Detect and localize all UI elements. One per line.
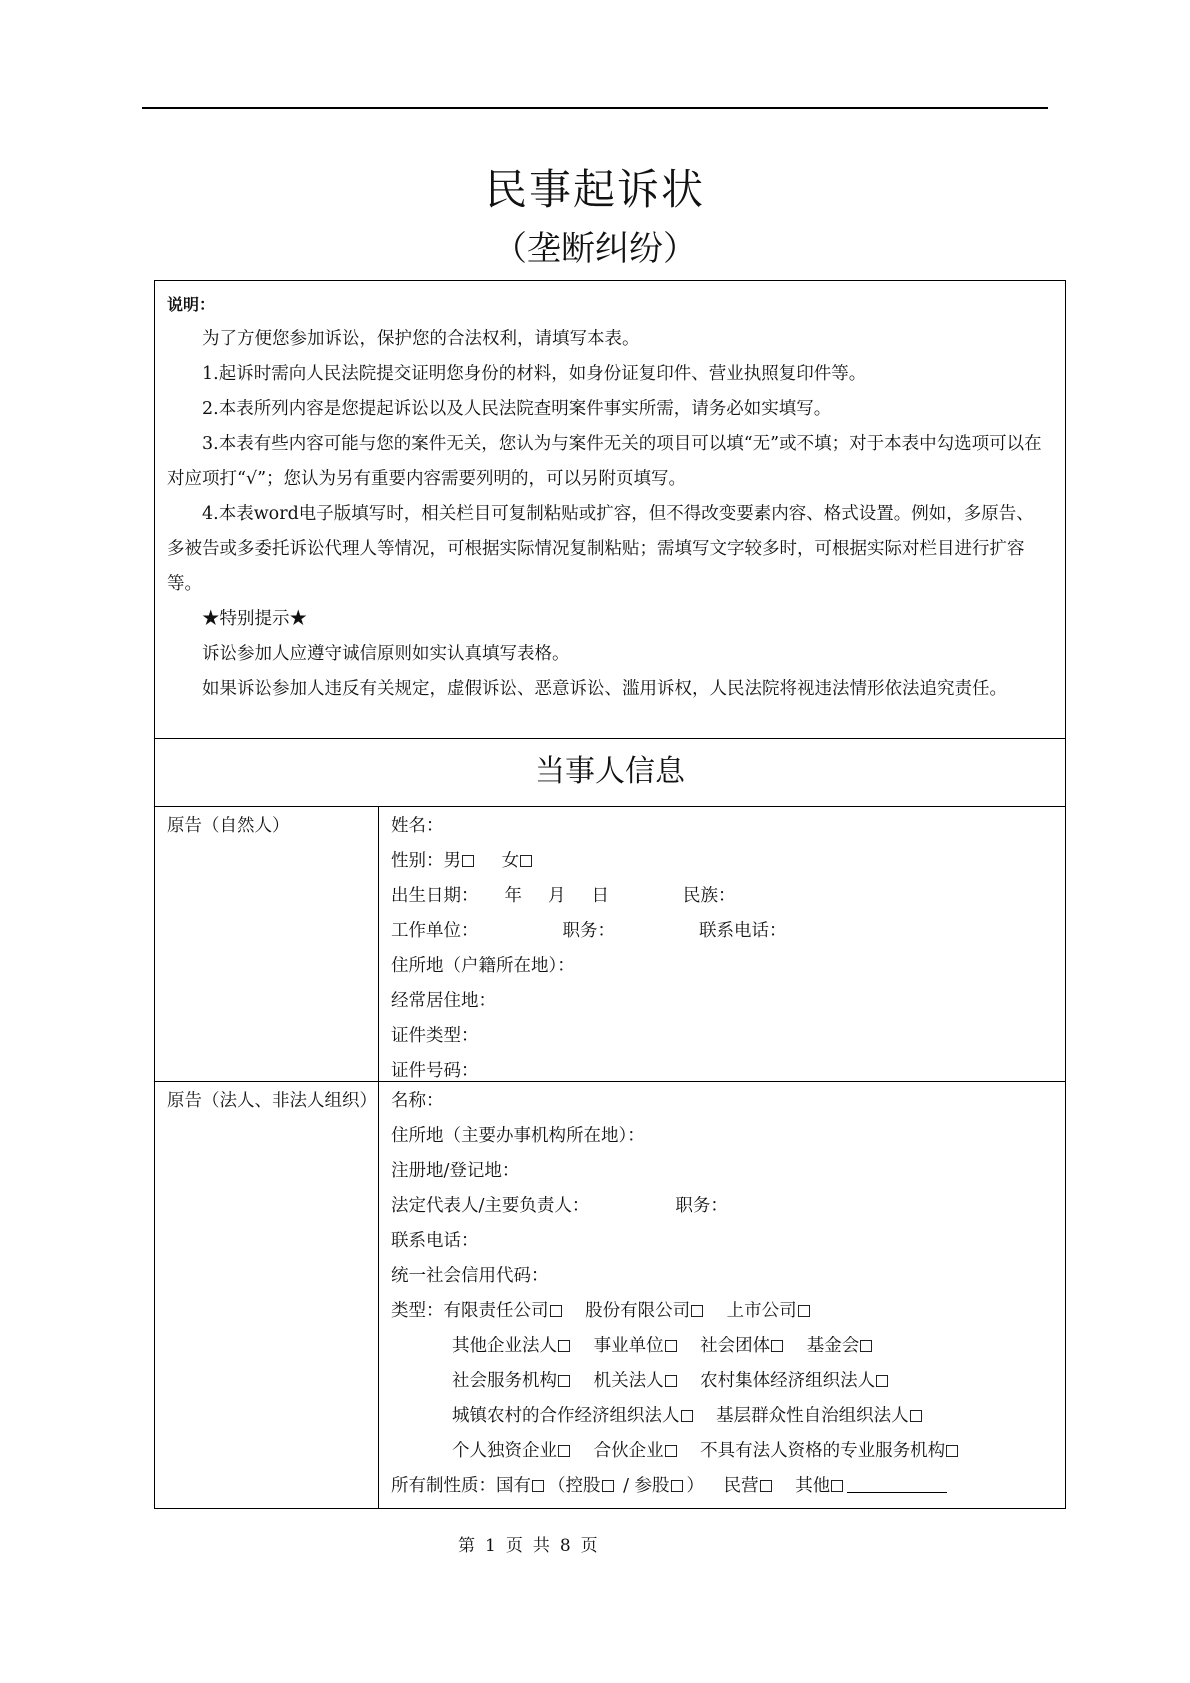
male-checkbox[interactable] (462, 855, 474, 867)
special-notice-title: ★特别提示★ (202, 609, 307, 629)
section-title-party-info: 当事人信息 (155, 739, 1065, 807)
special-notice-1: 诉讼参加人应遵守诚信原则如实认真填写表格。 (202, 644, 570, 664)
slash: / (617, 1476, 635, 1496)
plaintiff-natural-row (155, 807, 1065, 1082)
plaintiff-org-fields (391, 1084, 1061, 1504)
ownership-label: 所有制性质： (391, 1476, 496, 1496)
id-number-field[interactable]: 证件号码： (391, 1061, 479, 1081)
private-checkbox[interactable] (760, 1480, 772, 1492)
employer-field[interactable]: 工作单位： (391, 921, 479, 941)
type-option: 农村集体经济组织法人 (700, 1371, 876, 1391)
birth-month-label: 月 (548, 886, 566, 906)
instruction-item-2: 2.本表所列内容是您提起诉讼以及人民法院查明案件事实所需，请务必如实填写。 (202, 399, 832, 419)
type-option: 上市公司 (726, 1301, 797, 1321)
name-field[interactable]: 姓名： (391, 816, 444, 836)
state-owned-label: 国有 (496, 1476, 531, 1496)
type-checkbox[interactable] (558, 1445, 570, 1457)
other-blank-field[interactable] (847, 1474, 947, 1493)
org-domicile-field[interactable]: 住所地（主要办事机构所在地）： (391, 1126, 645, 1146)
holding-open: （控股 (548, 1476, 601, 1496)
phone-field[interactable]: 联系电话： (699, 921, 787, 941)
instructions-heading: 说明： (167, 295, 216, 314)
document-title: 民事起诉状 (484, 165, 705, 214)
female-checkbox[interactable] (520, 855, 532, 867)
type-checkbox[interactable] (558, 1340, 570, 1352)
total-unit: 页 (580, 1536, 598, 1556)
type-option: 其他企业法人 (452, 1336, 557, 1356)
type-checkbox[interactable] (798, 1305, 810, 1317)
plaintiff-org-label: 原告（法人、非法人组织） (155, 1082, 379, 1508)
total-pages: 8 (559, 1536, 571, 1556)
instructions-intro: 为了方便您参加诉讼，保护您的合法权利，请填写本表。 (202, 329, 640, 349)
instructions-section (155, 281, 1065, 739)
holding-checkbox[interactable] (602, 1480, 614, 1492)
type-checkbox[interactable] (910, 1410, 922, 1422)
type-checkbox[interactable] (771, 1340, 783, 1352)
form-table (154, 280, 1066, 1509)
type-option: 合伙企业 (593, 1441, 664, 1461)
type-checkbox[interactable] (681, 1410, 693, 1422)
type-option: 基金会 (806, 1336, 860, 1356)
org-name-field[interactable]: 名称： (391, 1091, 444, 1111)
participating-checkbox[interactable] (671, 1480, 683, 1492)
private-label: 民营 (723, 1476, 759, 1496)
instruction-item-1: 1.起诉时需向人民法院提交证明您身份的材料，如身份证复印件、营业执照复印件等。 (202, 364, 867, 384)
type-checkbox[interactable] (876, 1375, 888, 1387)
plaintiff-org-row (155, 1082, 1065, 1508)
top-rule (142, 107, 1048, 109)
org-phone-field[interactable]: 联系电话： (391, 1231, 479, 1251)
other-checkbox[interactable] (831, 1480, 843, 1492)
total-word: 共 (532, 1536, 550, 1556)
ethnicity-field[interactable]: 民族： (683, 886, 736, 906)
gender-label: 性别： (391, 851, 444, 871)
type-checkbox[interactable] (860, 1340, 872, 1352)
type-option: 城镇农村的合作经济组织法人 (452, 1406, 680, 1426)
domicile-field[interactable]: 住所地（户籍所在地）： (391, 956, 575, 976)
type-checkbox[interactable] (665, 1375, 677, 1387)
type-option: 事业单位 (593, 1336, 664, 1356)
type-option: 不具有法人资格的专业服务机构 (700, 1441, 946, 1461)
other-label: 其他 (795, 1476, 831, 1496)
page-footer (458, 1534, 608, 1558)
type-option: 有限责任公司 (443, 1301, 549, 1321)
residence-field[interactable]: 经常居住地： (391, 991, 496, 1011)
document-subtitle: （垄断纠纷） (493, 229, 697, 269)
page-number: 1 (485, 1536, 496, 1556)
type-option: 股份有限公司 (585, 1301, 691, 1321)
participating-label: 参股 (634, 1476, 670, 1496)
org-type-label: 类型： (391, 1301, 444, 1321)
instruction-item-4: 4.本表word电子版填写时，相关栏目可复制粘贴或扩容，但不得改变要素内容、格式设置。例如，多原告、多被告或多委托诉讼代理人等情况，可根据实际情况复制粘贴；需填写文字较多时，可根据实际对栏目进行扩容等。 (167, 504, 1034, 594)
type-option: 个人独资企业 (452, 1441, 557, 1461)
plaintiff-natural-label: 原告（自然人） (155, 807, 379, 1081)
special-notice-2: 如果诉讼参加人违反有关规定，虚假诉讼、恶意诉讼、滥用诉权，人民法院将视违法情形依法追究责任。 (202, 679, 1007, 699)
registered-place-field[interactable]: 注册地/登记地： (391, 1161, 520, 1181)
plaintiff-natural-fields (391, 809, 1061, 1089)
state-owned-checkbox[interactable] (532, 1480, 544, 1492)
type-option: 机关法人 (593, 1371, 664, 1391)
type-option: 基层群众性自治组织法人 (716, 1406, 909, 1426)
type-checkbox[interactable] (665, 1445, 677, 1457)
female-option-label: 女 (501, 851, 520, 871)
type-checkbox[interactable] (665, 1340, 677, 1352)
page-unit: 页 (505, 1536, 523, 1556)
position-field[interactable]: 职务： (562, 921, 615, 941)
birth-day-label: 日 (591, 886, 609, 906)
instruction-item-3: 3.本表有些内容可能与您的案件无关，您认为与案件无关的项目可以填“无”或不填；对于本表中勾选项可以在对应项打“√”；您认为另有重要内容需要列明的，可以另附页填写。 (167, 434, 1042, 489)
org-position-field[interactable]: 职务： (675, 1196, 728, 1216)
holding-close: ） (686, 1476, 705, 1496)
male-option-label: 男 (443, 851, 461, 871)
id-type-field[interactable]: 证件类型： (391, 1026, 479, 1046)
type-checkbox[interactable] (558, 1375, 570, 1387)
type-option: 社会服务机构 (452, 1371, 557, 1391)
legal-rep-field[interactable]: 法定代表人/主要负责人： (391, 1196, 590, 1216)
credit-code-field[interactable]: 统一社会信用代码： (391, 1266, 549, 1286)
page-word: 第 (458, 1536, 475, 1556)
type-checkbox[interactable] (691, 1305, 703, 1317)
birth-date-field[interactable]: 出生日期： (391, 886, 479, 906)
type-checkbox[interactable] (550, 1305, 562, 1317)
type-checkbox[interactable] (946, 1445, 958, 1457)
birth-year-label: 年 (504, 886, 522, 906)
type-option: 社会团体 (700, 1336, 771, 1356)
